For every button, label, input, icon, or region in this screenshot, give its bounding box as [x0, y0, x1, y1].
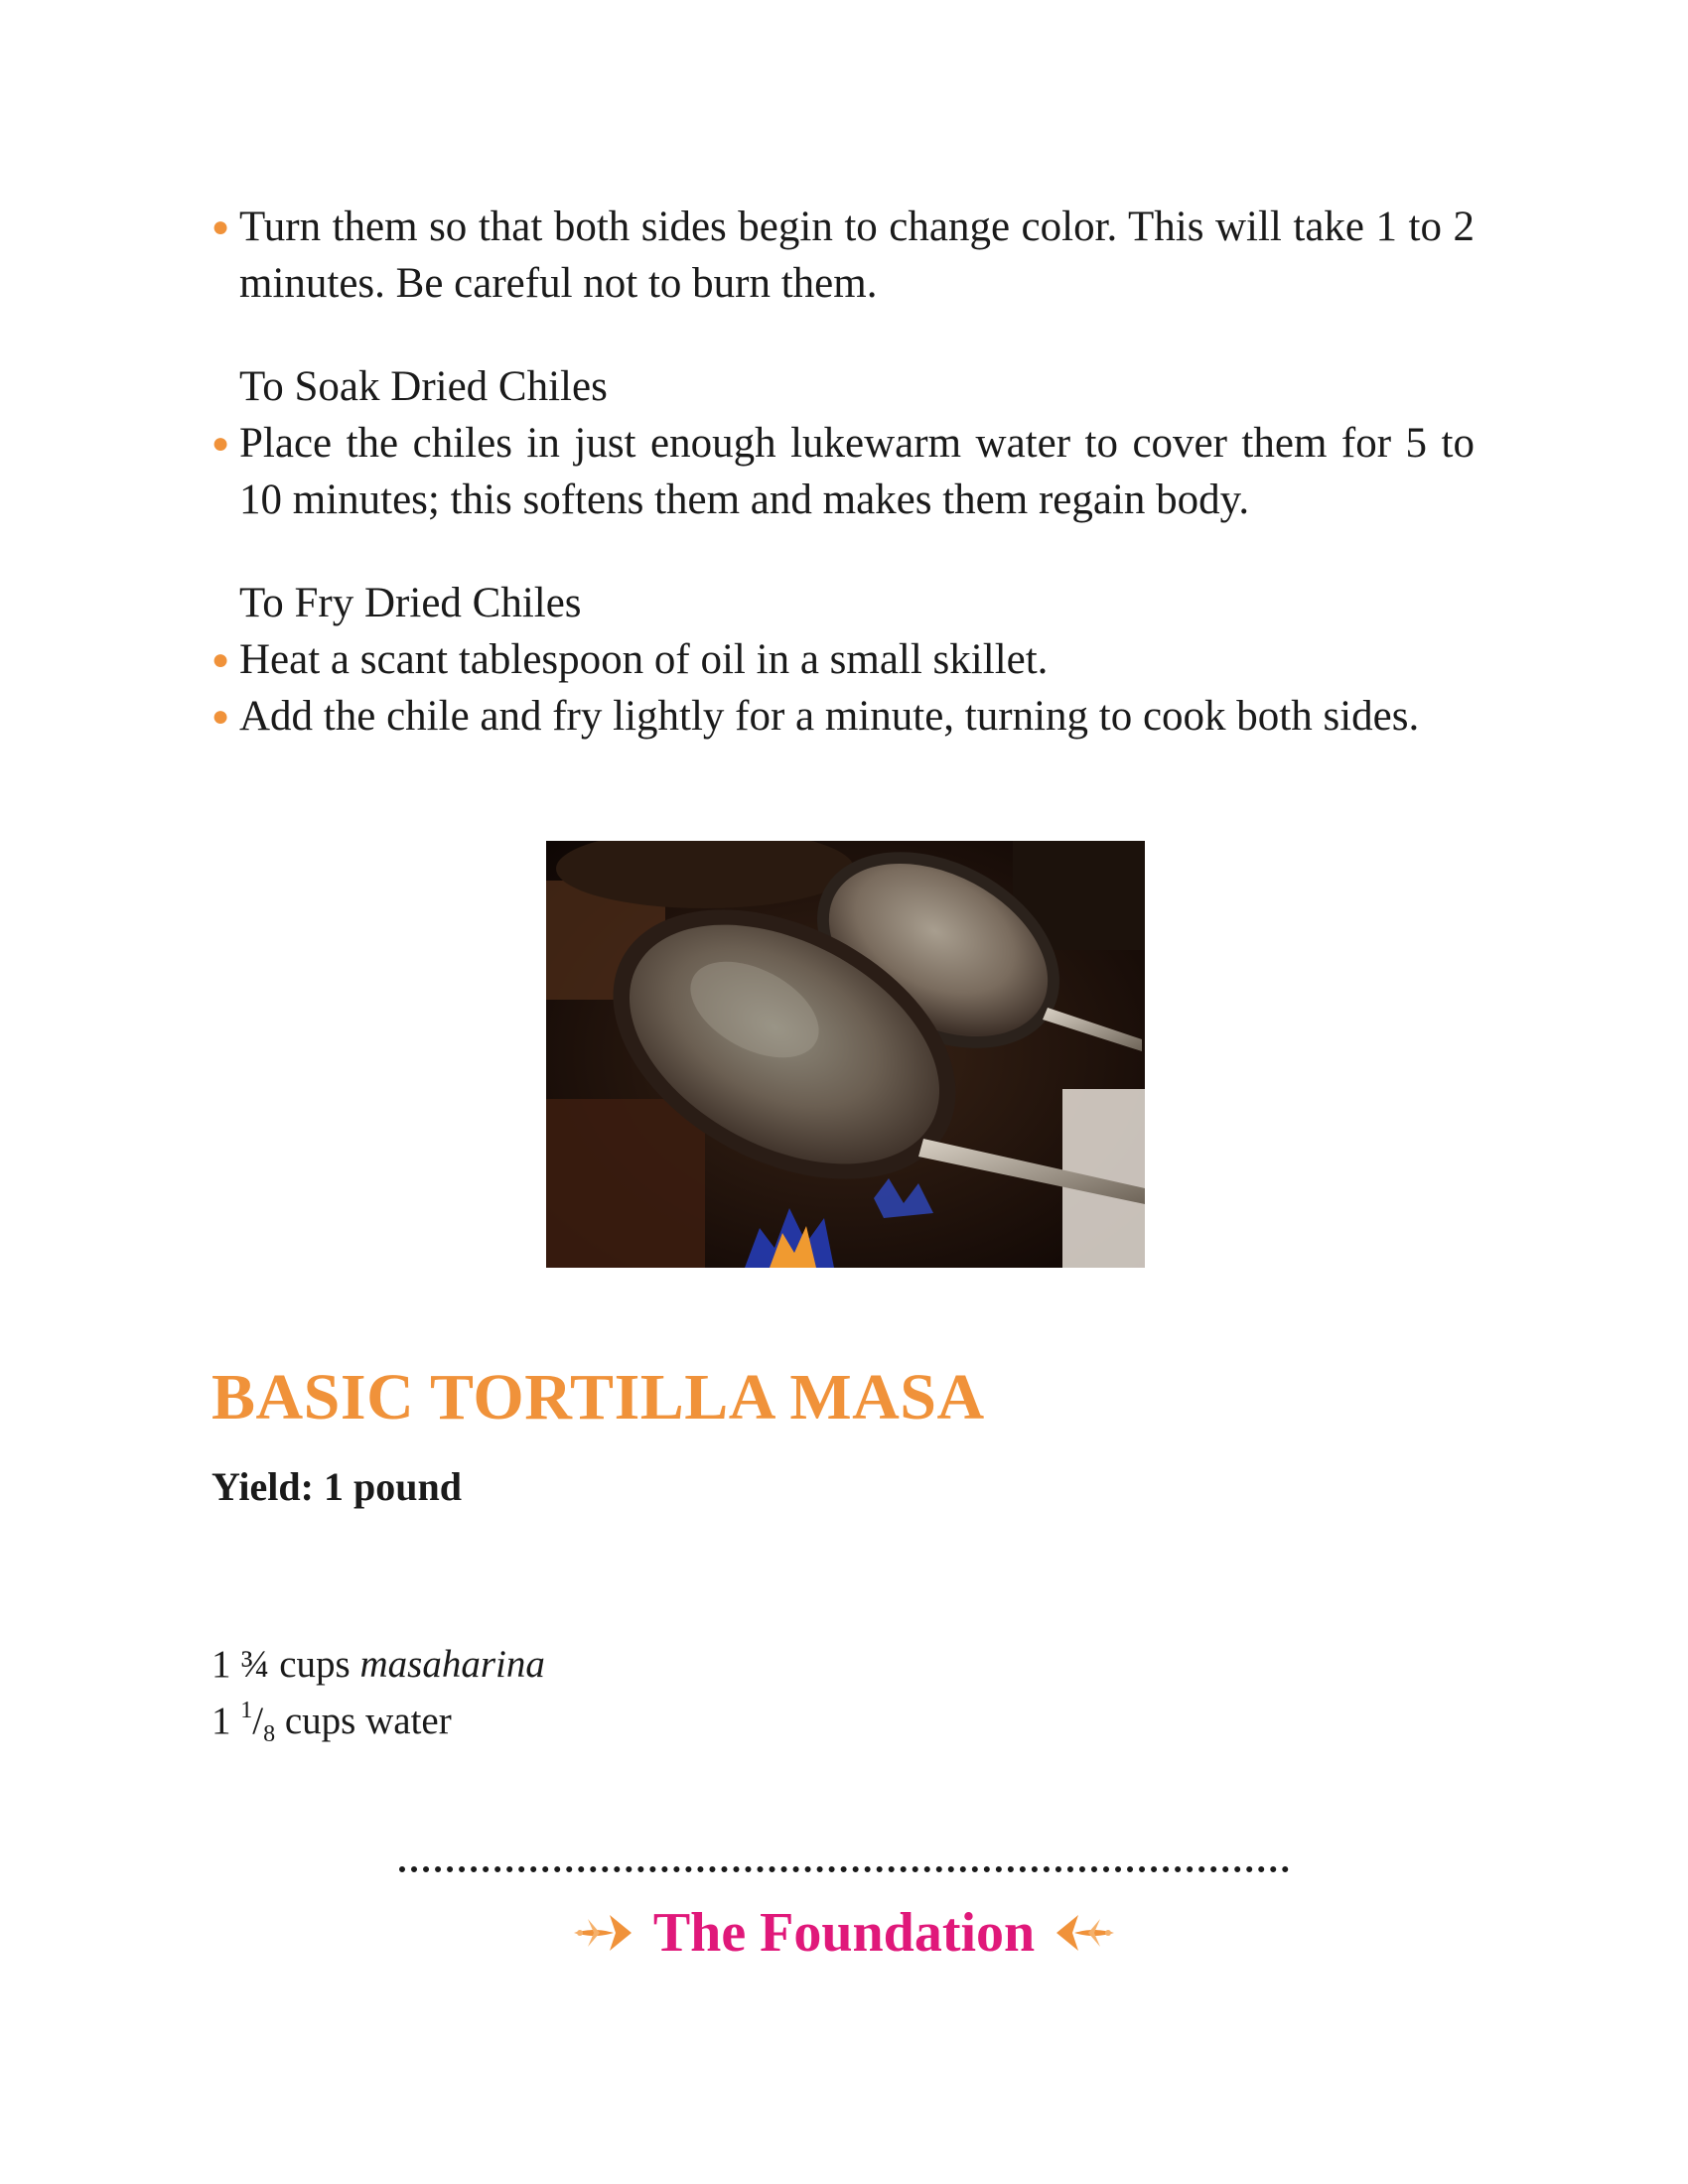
ingredient-unit: cups [284, 1700, 356, 1742]
bullet-dot-icon: ● [211, 700, 230, 733]
step-text: Heat a scant tablespoon of oil in a small skillet. [239, 636, 1049, 683]
arrow-ornament-icon [1053, 1905, 1118, 1961]
bullet-dot-icon: ● [211, 427, 230, 460]
step-item [211, 199, 1475, 312]
soak-heading: To Soak Dried Chiles [239, 363, 608, 410]
recipe-yield: Yield: 1 pound [211, 1464, 462, 1509]
ingredient-fraction: ¾ [240, 1643, 270, 1686]
step-item [211, 688, 1475, 745]
photo-skillets [546, 841, 1145, 1268]
ingredient-item [211, 1636, 545, 1693]
footer-section-name: The Foundation [652, 1902, 1036, 1964]
ingredient-fraction: $^1/_8$ [240, 1698, 276, 1747]
step-text: Add the chile and fry lightly for a minute, turning to cook both sides. [239, 693, 1420, 740]
ingredient-name: water [365, 1700, 452, 1742]
step-text: Turn them so that both sides begin to change color. This will take 1 to 2 minutes. Be careful not to burn them. [239, 204, 1475, 307]
page-footer [556, 1898, 1132, 1968]
ingredient-qty: 1 [211, 1700, 231, 1742]
ingredient-item [211, 1693, 545, 1749]
bullet-dot-icon: ● [211, 643, 230, 676]
step-item [211, 631, 1475, 688]
ingredient-qty: 1 [211, 1643, 231, 1686]
ingredient-list [211, 1636, 545, 1749]
instructions-block [211, 199, 1475, 745]
ingredient-name: masaharina [359, 1643, 545, 1686]
recipe-title: BASIC TORTILLA MASA [211, 1361, 985, 1433]
step-item [211, 415, 1475, 528]
step-text: Place the chiles in just enough lukewarm water to cover them for 5 to 10 minutes; this softens them and makes them regain body. [239, 420, 1475, 523]
footer-divider [399, 1866, 1289, 1872]
arrow-ornament-icon [570, 1905, 635, 1961]
bullet-dot-icon: ● [211, 210, 230, 243]
ingredient-unit: cups [279, 1643, 351, 1686]
fry-heading: To Fry Dried Chiles [239, 580, 582, 626]
